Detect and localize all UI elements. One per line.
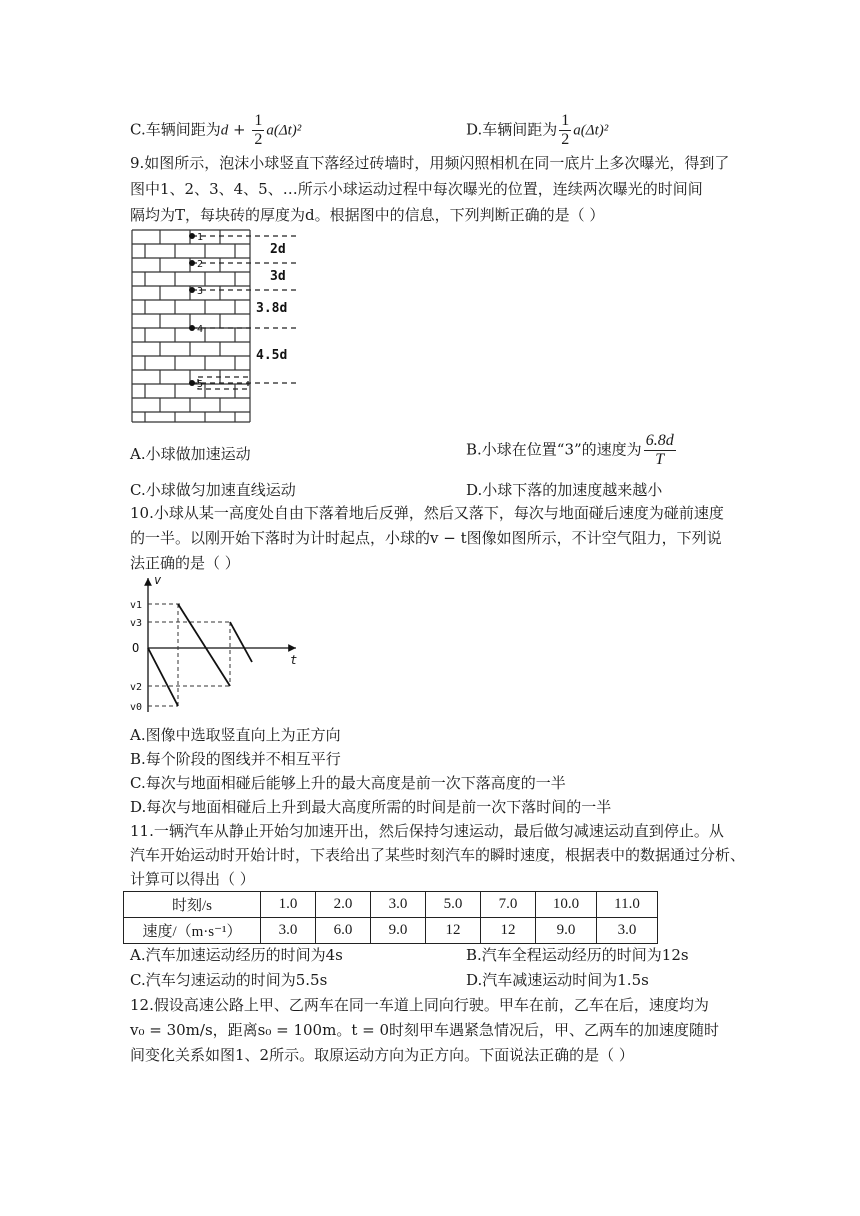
vt-graph-figure [130,572,310,720]
q11-option-d: D.汽车减速运动时间为1.5s [466,971,649,989]
table-cell: 7.0 [481,892,536,918]
table-cell: 11.0 [597,892,658,918]
table-cell: 10.0 [536,892,597,918]
dot-label-5: 5 [197,379,204,390]
table-row-speed [124,918,658,944]
table-cell: 3.0 [261,918,316,944]
interval-label-3d: 3d [270,269,286,284]
q8-d-frac-den: 2 [561,131,570,148]
q8-c-frac-den: 2 [254,131,263,148]
q10-line-1: 10.小球从某一高度处自由下落着地后反弹，然后又落下，每次与地面碰后速度为碰前速度 [130,504,724,522]
q10-option-d: D.每次与地面相碰后上升到最大高度所需的时间是前一次下落时间的一半 [130,798,612,816]
q10-line-3: 法正确的是（ ） [130,554,240,572]
ball-position-1 [189,233,195,239]
q11-option-b: B.汽车全程运动经历的时间为12s [466,946,689,964]
ball-position-5 [189,380,195,386]
q9-b-fraction [644,432,676,469]
q10-option-a: A.图像中选取竖直向上为正方向 [130,726,341,744]
speed-table [123,891,658,944]
dot-label-4: 4 [197,324,204,335]
q8-option-c-text: C.车辆间距为 [130,120,221,139]
table-cell: 2.0 [316,892,371,918]
interval-label-3.8d: 3.8d [256,301,288,316]
table-cell: 9.0 [536,918,597,944]
q9-option-d: D.小球下落的加速度越来越小 [466,481,663,499]
q8-c-expr: a(Δt)² [266,122,302,139]
q10-option-c: C.每次与地面相碰后能够上升的最大高度是前一次下落高度的一半 [130,774,566,792]
q9-line-2: 图中1、2、3、4、5、…所示小球运动过程中每次曝光的位置，连续两次曝光的时间间 [130,180,703,198]
ball-position-2 [189,260,195,266]
q8-option-d-text: D.车辆间距为 [466,120,558,139]
q8-d-fraction [559,112,571,149]
q9-option-a: A.小球做加速运动 [130,445,251,463]
q11-option-a: A.汽车加速运动经历的时间为4s [130,946,343,964]
label-v2: v2 [130,682,143,693]
table-row-time [124,892,658,918]
q8-plus: + [228,120,251,139]
table-cell: 1.0 [261,892,316,918]
interval-label-2d: 2d [270,242,286,257]
table-cell: 6.0 [316,918,371,944]
q9-line-3: 隔均为T，每块砖的厚度为d。根据图中的信息，下列判断正确的是（ ） [130,206,605,224]
q8-option-c [130,112,301,149]
ball-position-4 [189,325,195,331]
table-cell: 9.0 [371,918,426,944]
q8-d-frac-num: 1 [561,112,570,129]
interval-label-4.5d: 4.5d [256,348,288,363]
axis-label-t: t [290,653,298,667]
q8-option-d [466,112,608,149]
table-cell: 3.0 [371,892,426,918]
table-cell: 12 [481,918,536,944]
q9-line-1: 9.如图所示，泡沫小球竖直下落经过砖墙时，用频闪照相机在同一底片上多次曝光，得到了 [130,154,730,172]
q8-var-d: d [220,122,229,139]
table-header-speed: 速度/（m·s⁻¹） [124,918,261,944]
label-v1: v1 [130,600,143,611]
q11-line-1: 11.一辆汽车从静止开始匀加速开出，然后保持匀速运动，最后做匀减速运动直到停止。从 [130,822,724,840]
table-cell: 12 [426,918,481,944]
ball-position-3 [189,287,195,293]
dot-label-2: 2 [197,259,204,270]
q8-d-expr: a(Δt)² [573,122,609,139]
q9-option-b [466,432,678,469]
axis-label-v: v [154,573,162,587]
label-v3: v3 [130,618,143,629]
q10-line-2: 的一半。以刚开始下落时为计时起点，小球的v − t图像如图所示，不计空气阻力，下列说 [130,529,722,547]
q9-option-b-text: B.小球在位置“3”的速度为 [466,440,642,459]
label-v0: v0 [130,702,143,713]
q12-line-3: 间变化关系如图1、2所示。取原运动方向为正方向。下面说法正确的是（ ） [130,1046,634,1064]
dot-label-3: 3 [197,286,204,297]
table-cell: 3.0 [597,918,658,944]
q11-line-3: 计算可以得出（ ） [130,870,255,888]
q12-line-1: 12.假设高速公路上甲、乙两车在同一车道上同向行驶。甲车在前，乙车在后，速度均为 [130,996,709,1014]
q10-option-b: B.每个阶段的图线并不相互平行 [130,750,341,768]
q8-c-frac-num: 1 [254,112,263,129]
q8-c-fraction [252,112,264,149]
table-header-time: 时刻/s [124,892,261,918]
brick-wall-figure [130,226,305,426]
table-cell: 5.0 [426,892,481,918]
dot-label-1: 1 [197,232,204,243]
q9-b-frac-num: 6.8d [645,432,674,449]
origin-label: O [132,641,140,655]
q9-b-frac-den: T [655,451,665,468]
q11-line-2: 汽车开始运动时开始计时，下表给出了某些时刻汽车的瞬时速度，根据表中的数据通过分析、 [130,846,746,864]
q11-option-c: C.汽车匀速运动的时间为5.5s [130,971,328,989]
q12-line-2: v₀ = 30m/s，距离s₀ = 100m。t = 0时刻甲车遇紧急情况后，甲、乙两车的加速度随时 [130,1021,720,1039]
q9-option-c: C.小球做匀加速直线运动 [130,481,296,499]
